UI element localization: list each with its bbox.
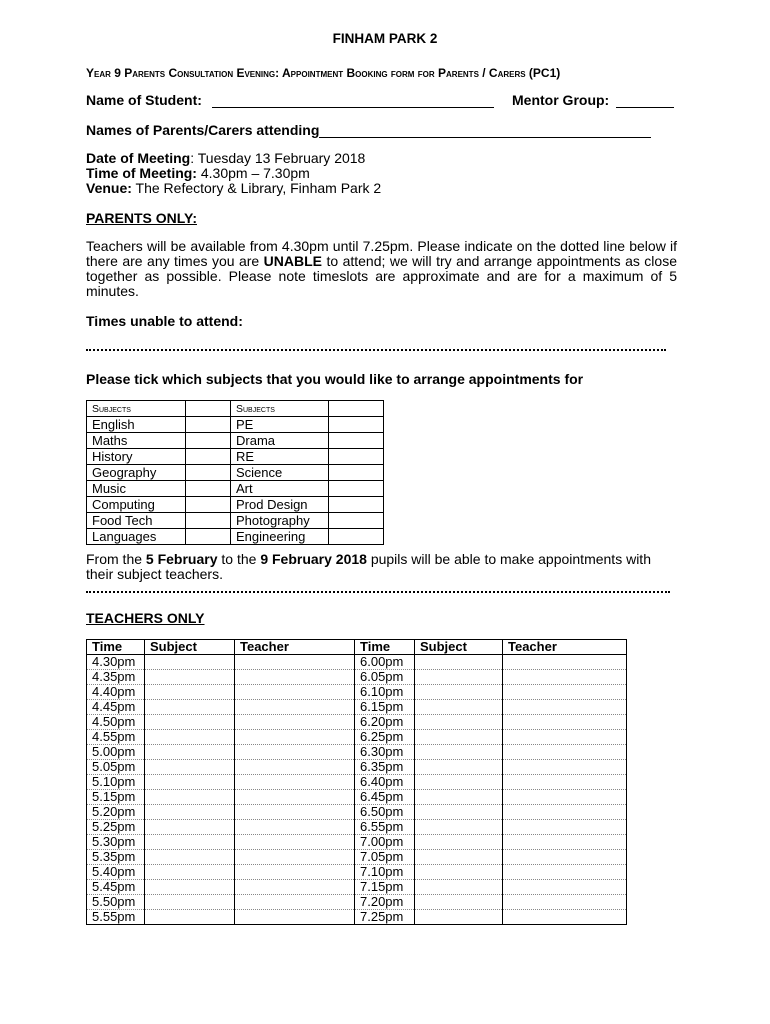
timeslot-time: 4.50pm [87, 715, 145, 730]
timeslot-row [87, 760, 627, 775]
timeslot-time: 5.25pm [87, 820, 145, 835]
student-name-row [86, 92, 494, 108]
timeslot-teacher-cell[interactable] [503, 685, 627, 700]
timeslot-time: 7.05pm [355, 850, 415, 865]
timeslot-time: 5.15pm [87, 790, 145, 805]
subjects-row [87, 465, 384, 481]
timeslot-teacher-cell[interactable] [235, 805, 355, 820]
subject-tick-box[interactable] [329, 529, 384, 545]
timeslot-time: 5.40pm [87, 865, 145, 880]
subject-tick-box[interactable] [186, 481, 231, 497]
form-subtitle: Year 9 Parents Consultation Evening: Appointment Booking form for Parents / Carers (PC1) [86, 66, 561, 80]
mentor-group-label: Mentor Group: [512, 92, 610, 108]
timeslot-teacher-cell[interactable] [503, 805, 627, 820]
timeslot-time: 6.05pm [355, 670, 415, 685]
timeslot-teacher-cell[interactable] [503, 760, 627, 775]
subjects-header-right: Subjects [231, 401, 329, 417]
timeslot-teacher-cell[interactable] [235, 865, 355, 880]
parents-instructions: Teachers will be available from 4.30pm until 7.25pm. Please indicate on the dotted line below if there are any times you are UNABLE to attend; we will try and arrange appointments as close together as possible. Please note timeslots are approximate and are for a maximum of 5 minutes. [86, 238, 677, 299]
timeslot-time: 4.45pm [87, 700, 145, 715]
timeslot-time: 6.35pm [355, 760, 415, 775]
subject-name: Maths [87, 433, 186, 449]
timeslot-row [87, 790, 627, 805]
timeslot-subject-cell[interactable] [145, 715, 235, 730]
subjects-row [87, 529, 384, 545]
timeslot-time: 5.55pm [87, 910, 145, 925]
column-header: Teacher [503, 640, 627, 655]
timeslot-teacher-cell[interactable] [235, 835, 355, 850]
timeslot-subject-cell[interactable] [145, 910, 235, 925]
subject-tick-box[interactable] [329, 513, 384, 529]
timeslot-teacher-cell[interactable] [503, 865, 627, 880]
timeslot-subject-cell[interactable] [145, 835, 235, 850]
timeslot-time: 7.25pm [355, 910, 415, 925]
timeslot-time: 6.10pm [355, 685, 415, 700]
subject-name: Photography [231, 513, 329, 529]
timeslot-subject-cell[interactable] [145, 745, 235, 760]
tick-box-header [329, 401, 384, 417]
timeslot-row [87, 850, 627, 865]
unable-times-field[interactable] [86, 349, 666, 351]
timeslot-teacher-cell[interactable] [503, 730, 627, 745]
timeslot-teacher-cell[interactable] [235, 655, 355, 670]
subject-tick-box[interactable] [186, 529, 231, 545]
timeslot-time: 5.10pm [87, 775, 145, 790]
timeslot-teacher-cell[interactable] [503, 715, 627, 730]
subject-name: Science [231, 465, 329, 481]
timeslot-teacher-cell[interactable] [235, 910, 355, 925]
meeting-details [86, 151, 381, 196]
timeslot-time: 7.20pm [355, 895, 415, 910]
timeslot-subject-cell[interactable] [415, 775, 503, 790]
subject-name: Prod Design [231, 497, 329, 513]
timeslot-subject-cell[interactable] [415, 910, 503, 925]
subject-tick-box[interactable] [329, 481, 384, 497]
parents-only-heading: PARENTS ONLY: [86, 210, 197, 226]
timeslot-teacher-cell[interactable] [503, 790, 627, 805]
mentor-group-field[interactable] [616, 93, 674, 108]
timeslot-teacher-cell[interactable] [235, 820, 355, 835]
subjects-header-left: Subjects [87, 401, 186, 417]
subject-tick-box[interactable] [186, 433, 231, 449]
timeslot-time: 5.30pm [87, 835, 145, 850]
timeslot-teacher-cell[interactable] [235, 760, 355, 775]
timeslot-table [86, 639, 627, 925]
timeslot-subject-cell[interactable] [415, 685, 503, 700]
subjects-row [87, 481, 384, 497]
student-name-label: Name of Student: [86, 92, 202, 108]
subject-name: PE [231, 417, 329, 433]
timeslot-row [87, 715, 627, 730]
column-header: Teacher [235, 640, 355, 655]
timeslot-subject-cell[interactable] [145, 700, 235, 715]
timeslot-subject-cell[interactable] [145, 775, 235, 790]
timeslot-subject-cell[interactable] [415, 790, 503, 805]
tick-box-header [186, 401, 231, 417]
timeslot-teacher-cell[interactable] [503, 700, 627, 715]
timeslot-row [87, 700, 627, 715]
unable-label: Times unable to attend: [86, 313, 243, 329]
timeslot-time: 4.55pm [87, 730, 145, 745]
timeslot-subject-cell[interactable] [415, 760, 503, 775]
timeslot-time: 5.05pm [87, 760, 145, 775]
student-name-field[interactable] [212, 93, 494, 108]
timeslot-teacher-cell[interactable] [503, 745, 627, 760]
timeslot-subject-cell[interactable] [415, 865, 503, 880]
timeslot-subject-cell[interactable] [145, 820, 235, 835]
timeslot-row [87, 895, 627, 910]
subjects-header-row [87, 401, 384, 417]
timeslot-subject-cell[interactable] [415, 820, 503, 835]
subject-tick-box[interactable] [329, 497, 384, 513]
timeslot-subject-cell[interactable] [415, 835, 503, 850]
subject-tick-box[interactable] [186, 417, 231, 433]
parents-names-label: Names of Parents/Carers attending [86, 122, 320, 138]
timeslot-time: 4.35pm [87, 670, 145, 685]
subject-name: English [87, 417, 186, 433]
timeslot-row [87, 730, 627, 745]
pupils-note-dotted-line [86, 591, 670, 593]
timeslot-row [87, 865, 627, 880]
timeslot-teacher-cell[interactable] [503, 880, 627, 895]
timeslot-time: 4.40pm [87, 685, 145, 700]
timeslot-time: 5.20pm [87, 805, 145, 820]
subjects-row [87, 449, 384, 465]
timeslot-teacher-cell[interactable] [235, 670, 355, 685]
meeting-time: Time of Meeting: 4.30pm – 7.30pm [86, 165, 310, 181]
subject-name: Languages [87, 529, 186, 545]
timeslot-time: 6.20pm [355, 715, 415, 730]
timeslot-time: 5.50pm [87, 895, 145, 910]
timeslot-subject-cell[interactable] [145, 655, 235, 670]
timeslot-teacher-cell[interactable] [235, 880, 355, 895]
timeslot-teacher-cell[interactable] [503, 895, 627, 910]
timeslot-time: 6.45pm [355, 790, 415, 805]
subject-name: Geography [87, 465, 186, 481]
timeslot-time: 5.00pm [87, 745, 145, 760]
meeting-date: Date of Meeting: Tuesday 13 February 2018 [86, 150, 366, 166]
timeslot-subject-cell[interactable] [145, 865, 235, 880]
timeslot-row [87, 745, 627, 760]
subject-name: History [87, 449, 186, 465]
timeslot-subject-cell[interactable] [415, 715, 503, 730]
parents-names-row [86, 122, 651, 138]
timeslot-row [87, 805, 627, 820]
timeslot-subject-cell[interactable] [415, 850, 503, 865]
timeslot-teacher-cell[interactable] [235, 700, 355, 715]
tick-label: Please tick which subjects that you would like to arrange appointments for [86, 371, 584, 387]
timeslot-time: 7.10pm [355, 865, 415, 880]
timeslot-subject-cell[interactable] [145, 850, 235, 865]
subject-tick-box[interactable] [329, 465, 384, 481]
timeslot-time: 6.50pm [355, 805, 415, 820]
subject-name: RE [231, 449, 329, 465]
timeslot-subject-cell[interactable] [415, 895, 503, 910]
timeslot-row [87, 820, 627, 835]
subject-tick-box[interactable] [329, 417, 384, 433]
timeslot-row [87, 910, 627, 925]
timeslot-subject-cell[interactable] [415, 700, 503, 715]
timeslot-teacher-cell[interactable] [503, 850, 627, 865]
timeslot-subject-cell[interactable] [415, 730, 503, 745]
subject-name: Food Tech [87, 513, 186, 529]
subject-tick-box[interactable] [329, 433, 384, 449]
timeslot-teacher-cell[interactable] [503, 655, 627, 670]
timeslot-subject-cell[interactable] [145, 895, 235, 910]
timeslot-row [87, 880, 627, 895]
page-title: FINHAM PARK 2 [332, 31, 438, 46]
subject-name: Computing [87, 497, 186, 513]
subject-name: Drama [231, 433, 329, 449]
timeslot-subject-cell[interactable] [145, 760, 235, 775]
timeslot-time: 6.30pm [355, 745, 415, 760]
timeslot-subject-cell[interactable] [415, 745, 503, 760]
timeslot-row [87, 835, 627, 850]
timeslot-teacher-cell[interactable] [235, 715, 355, 730]
timeslot-row [87, 655, 627, 670]
timeslot-subject-cell[interactable] [145, 880, 235, 895]
subjects-table [86, 400, 384, 545]
timeslot-time: 4.30pm [87, 655, 145, 670]
subject-tick-box[interactable] [186, 497, 231, 513]
timeslot-header-row [87, 640, 627, 655]
timeslot-subject-cell[interactable] [415, 655, 503, 670]
timeslot-time: 6.00pm [355, 655, 415, 670]
mentor-group-row [512, 92, 674, 108]
pupils-note: From the 5 February to the 9 February 2018 pupils will be able to make appointments with their subject teachers. [86, 551, 651, 582]
timeslot-teacher-cell[interactable] [503, 820, 627, 835]
column-header: Subject [145, 640, 235, 655]
timeslot-subject-cell[interactable] [415, 670, 503, 685]
timeslot-time: 6.40pm [355, 775, 415, 790]
subject-name: Music [87, 481, 186, 497]
subjects-row [87, 433, 384, 449]
subject-tick-box[interactable] [329, 449, 384, 465]
timeslot-subject-cell[interactable] [145, 805, 235, 820]
teachers-only-heading: TEACHERS ONLY [86, 610, 205, 626]
timeslot-teacher-cell[interactable] [235, 895, 355, 910]
timeslot-time: 7.15pm [355, 880, 415, 895]
subjects-row [87, 513, 384, 529]
timeslot-row [87, 685, 627, 700]
timeslot-subject-cell[interactable] [415, 805, 503, 820]
timeslot-subject-cell[interactable] [145, 685, 235, 700]
subjects-row [87, 497, 384, 513]
timeslot-teacher-cell[interactable] [235, 850, 355, 865]
timeslot-teacher-cell[interactable] [235, 685, 355, 700]
timeslot-teacher-cell[interactable] [235, 730, 355, 745]
timeslot-teacher-cell[interactable] [503, 670, 627, 685]
timeslot-subject-cell[interactable] [145, 730, 235, 745]
parents-names-field[interactable] [319, 123, 651, 138]
timeslot-teacher-cell[interactable] [235, 745, 355, 760]
subject-tick-box[interactable] [186, 465, 231, 481]
timeslot-time: 6.55pm [355, 820, 415, 835]
timeslot-teacher-cell[interactable] [503, 775, 627, 790]
timeslot-row [87, 670, 627, 685]
timeslot-subject-cell[interactable] [145, 790, 235, 805]
timeslot-time: 6.15pm [355, 700, 415, 715]
subject-tick-box[interactable] [186, 449, 231, 465]
timeslot-subject-cell[interactable] [145, 670, 235, 685]
column-header: Time [87, 640, 145, 655]
timeslot-time: 5.35pm [87, 850, 145, 865]
timeslot-time: 5.45pm [87, 880, 145, 895]
timeslot-time: 7.00pm [355, 835, 415, 850]
subject-tick-box[interactable] [186, 513, 231, 529]
column-header: Subject [415, 640, 503, 655]
column-header: Time [355, 640, 415, 655]
timeslot-subject-cell[interactable] [415, 880, 503, 895]
timeslot-teacher-cell[interactable] [503, 910, 627, 925]
subject-name: Engineering [231, 529, 329, 545]
subject-name: Art [231, 481, 329, 497]
timeslot-teacher-cell[interactable] [503, 835, 627, 850]
timeslot-teacher-cell[interactable] [235, 775, 355, 790]
meeting-venue: Venue: The Refectory & Library, Finham Park 2 [86, 180, 382, 196]
subjects-row [87, 417, 384, 433]
timeslot-time: 6.25pm [355, 730, 415, 745]
timeslot-teacher-cell[interactable] [235, 790, 355, 805]
timeslot-row [87, 775, 627, 790]
